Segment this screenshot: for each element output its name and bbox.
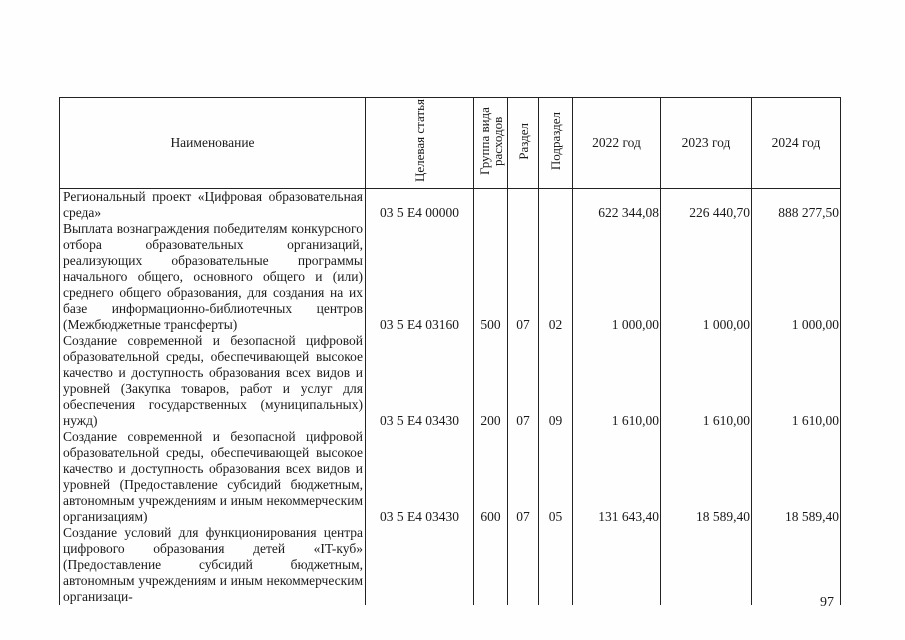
header-target-article: Целевая статья: [366, 98, 474, 189]
row-2024: 18 589,40: [752, 429, 841, 525]
row-2023: 226 440,70: [661, 189, 752, 222]
row-subsection: 02: [539, 221, 573, 333]
row-name: Создание современной и безопасной цифровой образовательной среды, обеспечивающей высокое качество и доступность образования всех видов и уровней (Предоставление субсидий бюджетным, автономным учреждениям и иным некоммерческим организациям): [60, 429, 366, 525]
row-section: 07: [508, 333, 539, 429]
row-2022: 1 000,00: [573, 221, 661, 333]
row-2022: 131 643,40: [573, 429, 661, 525]
page-number: 97: [820, 595, 834, 610]
row-target: 03 5 E4 00000: [366, 189, 474, 222]
row-group: 200: [474, 333, 508, 429]
row-group: 600: [474, 429, 508, 525]
row-target: 03 5 E4 03430: [366, 333, 474, 429]
header-expense-group: Группа вида расходов: [474, 98, 508, 189]
row-section: [508, 525, 539, 605]
header-name: Наименование: [60, 98, 366, 189]
row-2024: 888 277,50: [752, 189, 841, 222]
row-2024: [752, 525, 841, 605]
row-target: [366, 525, 474, 605]
header-year-2022: 2022 год: [573, 98, 661, 189]
table-header-row: [60, 98, 841, 189]
row-2023: 18 589,40: [661, 429, 752, 525]
row-name: Региональный проект «Цифровая образовательная среда»: [60, 189, 366, 222]
table-row: [60, 189, 841, 222]
header-section: Раздел: [508, 98, 539, 189]
row-name: Создание современной и безопасной цифровой образовательной среды, обеспечивающей высокое качество и доступность образования всех видов и уровней (Закупка товаров, работ и услуг для обеспечения государственных (муниципальных) нужд): [60, 333, 366, 429]
header-subsection: Подраздел: [539, 98, 573, 189]
table-row: [60, 429, 841, 525]
row-2023: 1 000,00: [661, 221, 752, 333]
row-subsection: [539, 525, 573, 605]
row-2024: 1 000,00: [752, 221, 841, 333]
table-row: [60, 525, 841, 605]
row-subsection: 05: [539, 429, 573, 525]
row-2022: [573, 525, 661, 605]
row-2022: 622 344,08: [573, 189, 661, 222]
row-2023: [661, 525, 752, 605]
budget-table: [59, 97, 841, 605]
row-2024: 1 610,00: [752, 333, 841, 429]
row-subsection: [539, 189, 573, 222]
row-group: 500: [474, 221, 508, 333]
header-year-2024: 2024 год: [752, 98, 841, 189]
row-section: [508, 189, 539, 222]
table-row: [60, 221, 841, 333]
header-year-2023: 2023 год: [661, 98, 752, 189]
row-target: 03 5 E4 03160: [366, 221, 474, 333]
row-2022: 1 610,00: [573, 333, 661, 429]
row-group: [474, 189, 508, 222]
row-subsection: 09: [539, 333, 573, 429]
table-row: [60, 333, 841, 429]
row-2023: 1 610,00: [661, 333, 752, 429]
row-group: [474, 525, 508, 605]
row-section: 07: [508, 429, 539, 525]
row-name: Выплата вознаграждения победителям конкурсного отбора образовательных организаций, реализующих образовательные программы начального общего, основного общего и (или) среднего общего образования, для создания на их базе информационно-библиотечных центров (Межбюджетные трансферты): [60, 221, 366, 333]
row-target: 03 5 E4 03430: [366, 429, 474, 525]
row-name: Создание условий для функционирования центра цифрового образования детей «IT-куб» (Предоставление субсидий бюджетным, автономным учреждениям и иным некоммерческим организаци-: [60, 525, 366, 605]
row-section: 07: [508, 221, 539, 333]
